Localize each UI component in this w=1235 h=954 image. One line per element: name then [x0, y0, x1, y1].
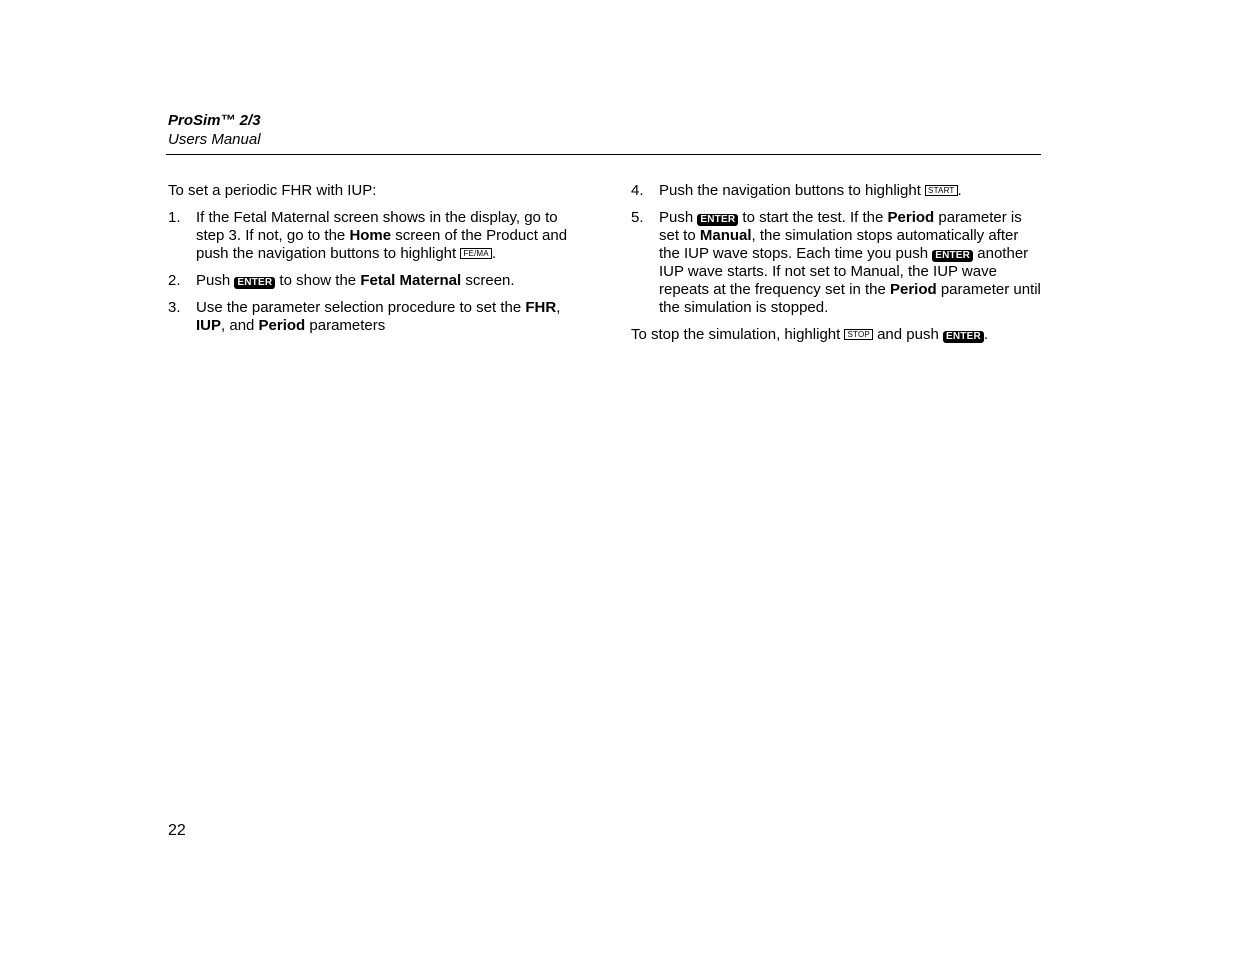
manual-title: ProSim™ 2/3 — [168, 112, 261, 129]
text-run: parameter is set to — [659, 209, 1022, 244]
step-number: 5. — [631, 209, 644, 226]
text-run: If the Fetal Maternal screen shows in the display, go to step 3. If not, go to the — [196, 209, 558, 244]
step-text — [196, 299, 580, 335]
bold-term: Manual — [699, 227, 752, 244]
text-run: . — [983, 326, 989, 343]
bold-term: Fetal Maternal — [360, 272, 462, 289]
text-run: to show the — [275, 272, 361, 289]
step-text — [196, 209, 580, 263]
start-softkey-icon: START — [925, 185, 957, 196]
enter-key-icon: ENTER — [234, 277, 275, 289]
page-header — [168, 111, 261, 149]
text-run: , and — [221, 317, 259, 334]
text-run: , the simulation stops automatically after the IUP wave stops. Each time you push — [659, 227, 1019, 262]
step-number: 2. — [168, 272, 181, 289]
text-run: . — [491, 245, 496, 262]
enter-key-icon: ENTER — [697, 214, 738, 226]
enter-key-icon: ENTER — [943, 331, 984, 343]
enter-key-icon: ENTER — [932, 250, 973, 262]
intro-text: To set a periodic FHR with IUP: — [168, 182, 377, 199]
text-run: another IUP wave starts. If not set to Manual, the IUP wave repeats at the frequency set in the — [659, 245, 1029, 298]
text-run: To stop the simulation, highlight — [631, 326, 845, 343]
step-5 — [631, 209, 1041, 317]
step-1 — [168, 209, 580, 263]
bold-term: Period — [258, 317, 306, 334]
text-run: Use the parameter selection procedure to set the — [196, 299, 526, 316]
page-number: 22 — [168, 822, 186, 839]
step-2 — [168, 272, 580, 290]
bold-term: IUP — [196, 317, 222, 334]
left-column — [168, 182, 580, 344]
closing-text — [631, 326, 1041, 344]
fema-softkey-icon: FE/MA — [460, 248, 491, 259]
stop-softkey-icon: STOP — [844, 329, 872, 340]
text-run: screen of the Product and push the navigation buttons to highlight — [196, 227, 568, 262]
text-run: Push the navigation buttons to highlight — [659, 182, 926, 199]
text-run: screen. — [461, 272, 515, 289]
step-3 — [168, 299, 580, 335]
text-run: Push — [196, 272, 235, 289]
manual-subtitle: Users Manual — [168, 131, 261, 148]
right-column — [631, 182, 1041, 344]
step-number: 3. — [168, 299, 181, 316]
bold-term: FHR — [525, 299, 557, 316]
text-run: . — [957, 182, 962, 199]
bold-term: Period — [887, 209, 935, 226]
text-run: parameter until the simulation is stopped. — [659, 281, 1041, 316]
text-run: and push — [872, 326, 943, 343]
text-run: to start the test. If the — [738, 209, 888, 226]
text-run: , — [556, 299, 561, 316]
text-run: Push — [659, 209, 698, 226]
step-number: 1. — [168, 209, 181, 226]
step-text — [196, 272, 580, 290]
step-text — [659, 209, 1041, 317]
step-number: 4. — [631, 182, 644, 199]
bold-term: Home — [349, 227, 392, 244]
header-rule — [166, 154, 1041, 155]
step-text — [659, 182, 1041, 200]
step-4 — [631, 182, 1041, 200]
text-run: parameters — [305, 317, 386, 334]
bold-term: Period — [889, 281, 937, 298]
